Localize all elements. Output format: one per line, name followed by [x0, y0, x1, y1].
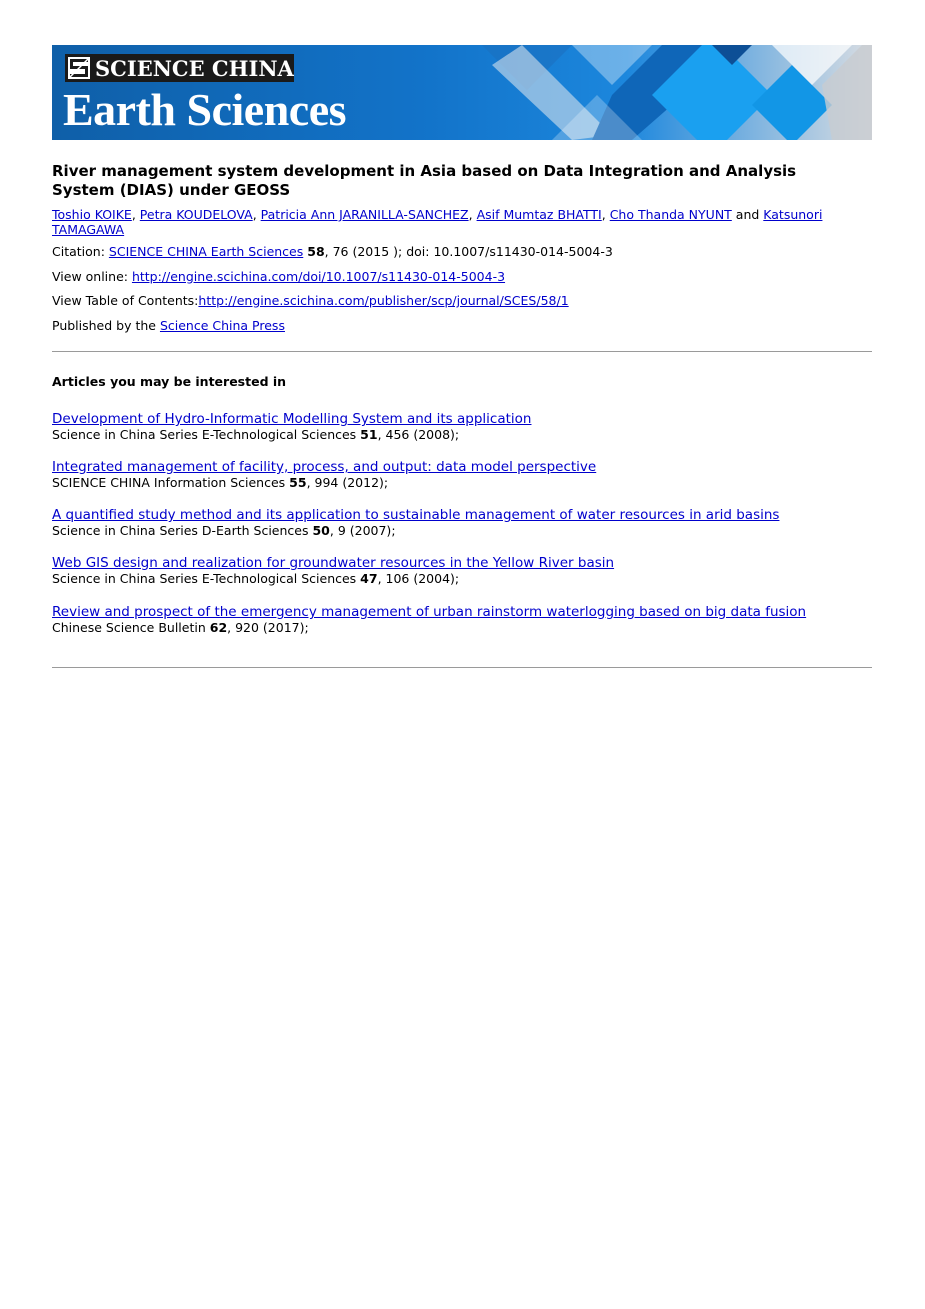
related-article-link[interactable]: Review and prospect of the emergency management of urban rainstorm waterlogging based on big data fusion [52, 604, 807, 620]
author-link[interactable]: Katsunori TAMAGAWA [52, 207, 823, 237]
journal-link[interactable]: SCIENCE CHINA Earth Sciences [108, 244, 304, 259]
related-article-source [52, 427, 872, 442]
source-volume: 55 [289, 475, 307, 490]
divider [52, 667, 872, 668]
source-journal: Science in China Series D-Earth Sciences [52, 523, 313, 538]
author-link[interactable]: Petra KOUDELOVA [139, 207, 253, 222]
author-separator: , [468, 207, 477, 222]
author-link[interactable]: Cho Thanda NYUNT [609, 207, 732, 222]
author-link[interactable]: Patricia Ann JARANILLA-SANCHEZ [260, 207, 469, 222]
source-volume: 47 [360, 571, 378, 586]
citation-volume: 58 [307, 244, 325, 259]
paper-title: River management system development in Asia based on Data Integration and Analysis System (DIAS) under GEOSS [52, 162, 797, 199]
related-heading: Articles you may be interested in [52, 374, 287, 389]
citation-details: , 76 (2015 ); doi: 10.1007/s11430-014-5004-3 [324, 244, 613, 259]
brand-name: SCIENCE CHINA [95, 55, 294, 81]
brand-bar [65, 54, 294, 82]
source-journal: Science in China Series E-Technological Sciences [52, 427, 361, 442]
source-details: , 106 (2004); [377, 571, 460, 586]
source-journal: Chinese Science Bulletin [52, 620, 210, 635]
science-china-logo-icon [67, 56, 91, 80]
author-separator: , [131, 207, 140, 222]
source-details: , 994 (2012); [306, 475, 389, 490]
citation-label: Citation: [52, 244, 109, 259]
related-article [52, 507, 872, 538]
publisher-label: Published by the [52, 318, 160, 333]
author-separator: , [601, 207, 610, 222]
source-volume: 62 [209, 620, 228, 635]
publisher-line [52, 318, 285, 333]
source-details: , 9 (2007); [329, 523, 396, 538]
source-volume: 51 [360, 427, 378, 442]
source-journal: SCIENCE CHINA Information Sciences [52, 475, 290, 490]
related-article-link[interactable]: Development of Hydro-Informatic Modelling System and its application [52, 411, 532, 427]
journal-name: Earth Sciences [63, 84, 347, 135]
related-article [52, 411, 872, 442]
source-journal: Science in China Series E-Technological Sciences [52, 571, 361, 586]
author-link[interactable]: Toshio KOIKE [52, 207, 132, 222]
related-article-source [52, 571, 872, 586]
related-article-link[interactable]: A quantified study method and its application to sustainable management of water resources in arid basins [52, 507, 780, 523]
related-article-link[interactable]: Web GIS design and realization for groundwater resources in the Yellow River basin [52, 555, 615, 571]
publisher-link[interactable]: Science China Press [159, 318, 285, 333]
view-online-label: View online: [52, 269, 132, 284]
source-details: , 456 (2008); [377, 427, 460, 442]
related-article-source [52, 475, 872, 490]
author-link[interactable]: Asif Mumtaz BHATTI [476, 207, 602, 222]
related-article [52, 604, 872, 635]
related-article-link[interactable]: Integrated management of facility, process, and output: data model perspective [52, 459, 597, 475]
related-article-source [52, 523, 872, 538]
view-online-line [52, 269, 505, 284]
toc-label: View Table of Contents: [52, 293, 199, 308]
related-article [52, 459, 872, 490]
source-details: , 920 (2017); [227, 620, 309, 635]
related-article-source [52, 620, 872, 635]
author-list [52, 207, 852, 237]
source-volume: 50 [312, 523, 330, 538]
citation-line [52, 244, 613, 259]
toc-link[interactable]: http://engine.scichina.com/publisher/scp/journal/SCES/58/1 [198, 293, 569, 308]
toc-line [52, 293, 569, 308]
author-separator: , [252, 207, 261, 222]
related-article [52, 555, 872, 586]
journal-banner [52, 45, 872, 140]
view-online-link[interactable]: http://engine.scichina.com/doi/10.1007/s11430-014-5004-3 [131, 269, 506, 284]
divider [52, 351, 872, 352]
author-separator: and [731, 207, 764, 222]
